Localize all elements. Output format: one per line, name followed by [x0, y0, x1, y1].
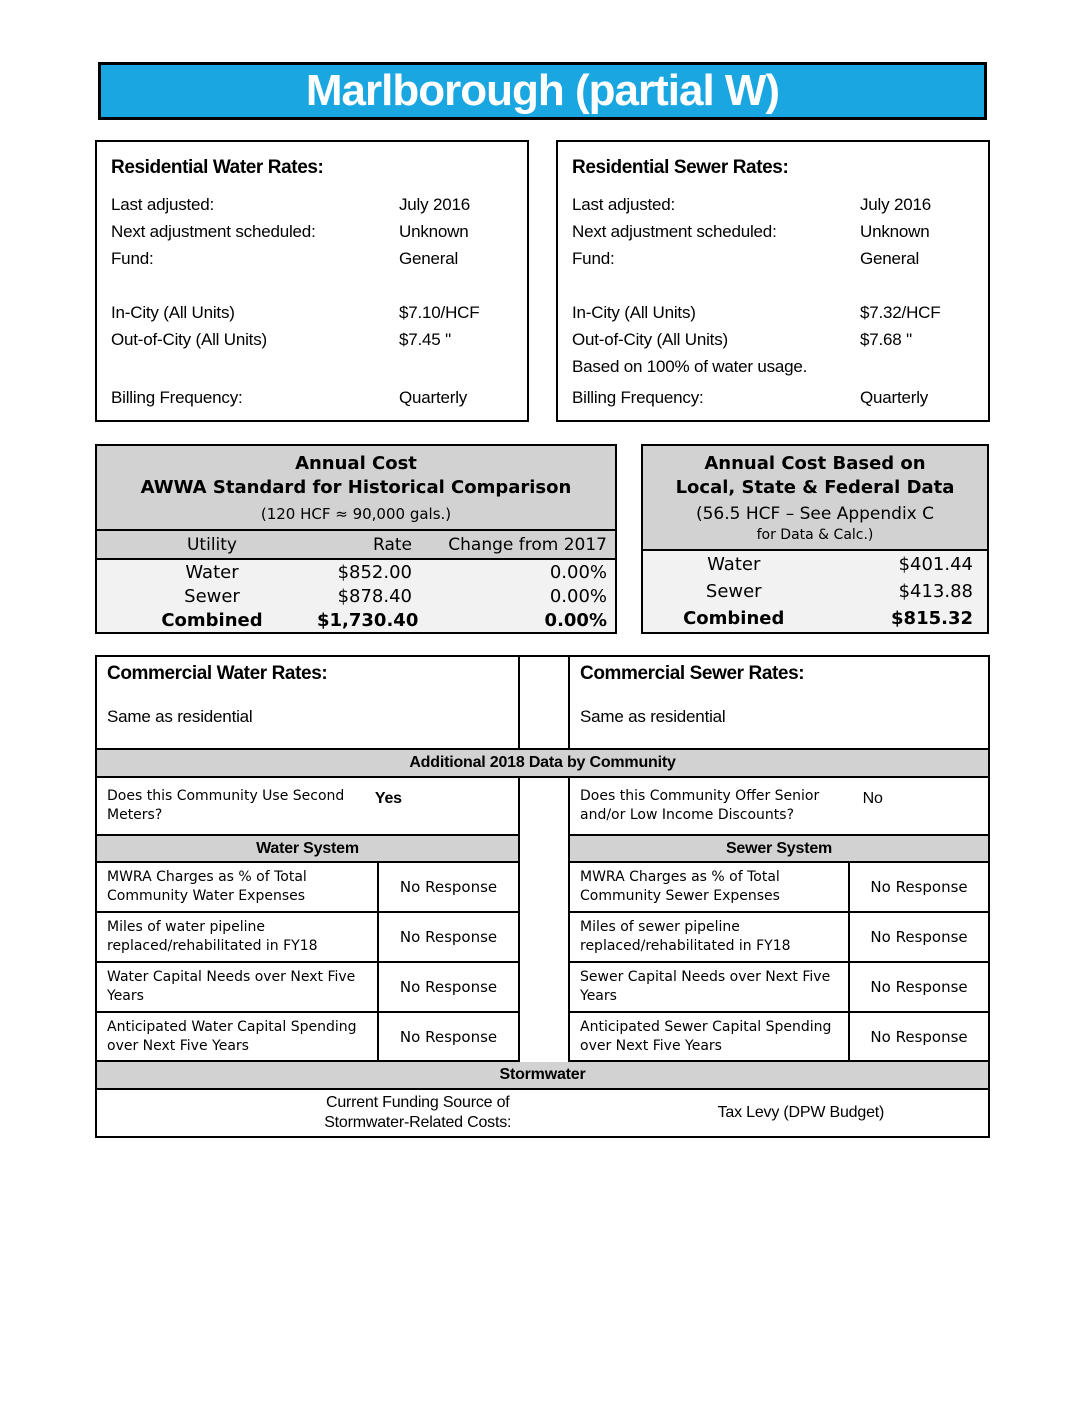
next-adjustment-value: Unknown [860, 222, 930, 241]
next-adjustment-row [572, 218, 974, 245]
billing-frequency-label: Billing Frequency: [111, 388, 243, 407]
awwa-subtitle: (120 HCF ≈ 90,000 gals.) [260, 505, 452, 523]
awwa-cost-header [97, 446, 615, 531]
amount-value: $413.88 [898, 581, 973, 602]
in-city-rate: $7.32/HCF [860, 303, 941, 322]
stormwater-banner [95, 1062, 990, 1090]
last-adjusted-row [572, 191, 974, 218]
local-title-line1: Annual Cost Based on [704, 453, 926, 474]
out-city-rate: $7.45 " [399, 330, 451, 349]
last-adjusted-label: Last adjusted: [111, 195, 215, 214]
in-city-label: In-City (All Units) [572, 303, 696, 322]
fund-row [111, 245, 513, 272]
commercial-sewer-body: Same as residential [580, 707, 726, 726]
stormwater-banner-label: Stormwater [499, 1066, 586, 1083]
sewer-system-table [570, 863, 988, 1061]
billing-frequency-row [572, 384, 974, 411]
discounts-answer: No [862, 790, 883, 807]
table-row [570, 961, 988, 1011]
out-city-row [572, 326, 974, 353]
row-value: No Response [870, 878, 968, 896]
second-meters-question-row [97, 778, 518, 836]
row-label: Anticipated Water Capital Spending over Next Five Years [97, 1013, 379, 1061]
row-value: No Response [399, 1028, 498, 1046]
table-row [97, 863, 518, 911]
row-label: Sewer Capital Needs over Next Five Years [570, 963, 850, 1011]
col-header-utility: Utility [186, 534, 237, 555]
row-value: No Response [870, 978, 968, 996]
in-city-row [111, 299, 513, 326]
row-label: Anticipated Sewer Capital Spending over Next Five Years [570, 1013, 850, 1061]
table-row-sewer [643, 578, 987, 605]
next-adjustment-label: Next adjustment scheduled: [572, 222, 777, 241]
col-header-change: Change from 2017 [448, 534, 607, 555]
spacer [572, 272, 974, 299]
row-value: No Response [870, 1028, 968, 1046]
out-city-row [111, 326, 513, 353]
change-value: 0.00% [549, 585, 607, 607]
next-adjustment-value: Unknown [399, 222, 469, 241]
billing-frequency-value: Quarterly [399, 388, 468, 407]
second-meters-answer: Yes [374, 790, 402, 807]
billing-frequency-label: Billing Frequency: [572, 388, 704, 407]
fund-label: Fund: [111, 249, 154, 268]
rate-value: $878.40 [337, 585, 412, 607]
row-label: Miles of water pipeline replaced/rehabilitated in FY18 [97, 913, 379, 961]
local-table-body [643, 551, 987, 632]
commercial-water-title: Commercial Water Rates: [107, 663, 328, 684]
fund-value: General [399, 249, 459, 268]
row-label: Water Capital Needs over Next Five Years [97, 963, 379, 1011]
table-row-combined [643, 605, 987, 632]
additional-data-banner [95, 750, 990, 778]
row-label: Miles of sewer pipeline replaced/rehabilitated in FY18 [570, 913, 850, 961]
water-system-banner [97, 836, 518, 863]
sewer-system-banner [570, 836, 988, 863]
stormwater-funding-row [95, 1090, 990, 1138]
additional-data-banner-label: Additional 2018 Data by Community [409, 754, 676, 771]
utility-name: Water [185, 561, 239, 583]
utility-name: Sewer [705, 581, 762, 602]
next-adjustment-label: Next adjustment scheduled: [111, 222, 316, 241]
rate-value: $852.00 [337, 561, 412, 583]
local-cost-header [643, 446, 987, 551]
awwa-title-line1: Annual Cost [295, 453, 417, 474]
sewer-system-banner-label: Sewer System [725, 839, 833, 857]
fund-value: General [860, 249, 920, 268]
table-row-water [97, 560, 615, 584]
community-title-banner [98, 62, 987, 120]
discounts-question: Does this Community Offer Senior and/or Low Income Discounts? [580, 788, 820, 823]
row-value: No Response [399, 878, 498, 896]
water-data-column [95, 778, 520, 1062]
out-city-rate: $7.68 " [860, 330, 912, 349]
utility-name: Combined [161, 609, 263, 631]
local-annual-cost-box [641, 444, 989, 634]
commercial-sewer-title: Commercial Sewer Rates: [580, 663, 805, 684]
residential-water-title: Residential Water Rates: [111, 157, 324, 178]
funding-source-value: Tax Levy (DPW Budget) [717, 1104, 885, 1121]
local-subtitle-line2: for Data & Calc.) [756, 527, 874, 543]
commercial-water-body: Same as residential [107, 707, 253, 726]
awwa-annual-cost-box [95, 444, 617, 634]
second-meters-question: Does this Community Use Second Meters? [107, 788, 345, 823]
commercial-water-rates-box [95, 655, 520, 750]
commercial-sewer-rates-box [568, 655, 990, 750]
billing-frequency-value: Quarterly [860, 388, 929, 407]
table-row-sewer [97, 584, 615, 608]
sewer-data-column [568, 778, 990, 1062]
row-label: MWRA Charges as % of Total Community Water Expenses [97, 863, 379, 911]
table-row [97, 961, 518, 1011]
in-city-row [572, 299, 974, 326]
in-city-label: In-City (All Units) [111, 303, 235, 322]
row-value: No Response [399, 978, 498, 996]
table-row-combined [97, 608, 615, 632]
last-adjusted-label: Last adjusted: [572, 195, 676, 214]
row-label: MWRA Charges as % of Total Community Sewer Expenses [570, 863, 850, 911]
last-adjusted-value: July 2016 [860, 195, 931, 214]
spacer [111, 272, 513, 299]
table-row [570, 911, 988, 961]
last-adjusted-row [111, 191, 513, 218]
funding-source-label [324, 1093, 511, 1133]
amount-value: $815.32 [891, 608, 973, 629]
row-value: No Response [399, 928, 498, 946]
fund-label: Fund: [572, 249, 615, 268]
table-row [97, 1011, 518, 1061]
fund-row [572, 245, 974, 272]
residential-water-rates-box [95, 140, 529, 422]
awwa-column-headers [97, 531, 615, 560]
funding-source-label-line1: Current Funding Source of [325, 1094, 510, 1111]
center-divider-strip [520, 655, 568, 750]
discounts-question-row [570, 778, 988, 836]
change-value: 0.00% [549, 561, 607, 583]
awwa-table-body [97, 560, 615, 632]
local-title-line2: Local, State & Federal Data [675, 477, 955, 498]
utility-name: Sewer [184, 585, 240, 607]
change-value: 0.00% [544, 609, 607, 631]
table-row-water [643, 551, 987, 578]
local-subtitle-line1: (56.5 HCF – See Appendix C [695, 504, 935, 524]
table-row [570, 863, 988, 911]
out-city-label: Out-of-City (All Units) [111, 330, 267, 349]
awwa-title-line2: AWWA Standard for Historical Comparison [140, 477, 572, 498]
page-title: Marlborough (partial W) [305, 66, 780, 115]
amount-value: $401.44 [898, 554, 973, 575]
last-adjusted-value: July 2016 [399, 195, 470, 214]
utility-name: Water [707, 554, 761, 575]
billing-frequency-row [111, 384, 513, 411]
residential-sewer-rates-box [556, 140, 990, 422]
col-header-rate: Rate [373, 534, 412, 555]
row-value: No Response [870, 928, 968, 946]
sewer-usage-note: Based on 100% of water usage. [572, 357, 808, 376]
residential-sewer-title: Residential Sewer Rates: [572, 157, 789, 178]
table-row [570, 1011, 988, 1061]
in-city-rate: $7.10/HCF [399, 303, 480, 322]
rate-value: $1,730.40 [317, 609, 419, 631]
water-system-table [97, 863, 518, 1061]
utility-name: Combined [683, 608, 785, 629]
water-system-banner-label: Water System [256, 839, 359, 857]
table-row [97, 911, 518, 961]
out-city-label: Out-of-City (All Units) [572, 330, 728, 349]
funding-source-label-line2: Stormwater-Related Costs: [324, 1114, 512, 1131]
next-adjustment-row [111, 218, 513, 245]
